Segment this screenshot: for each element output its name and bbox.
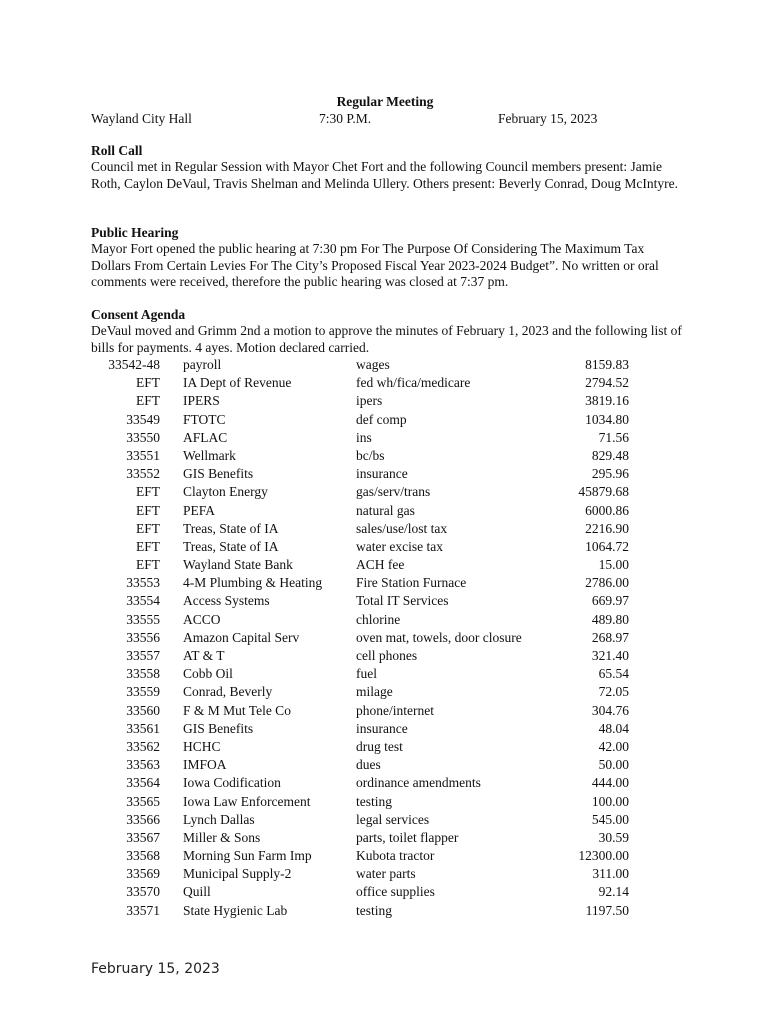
bill-description: natural gas <box>356 502 415 518</box>
table-row <box>0 357 770 375</box>
consent-agenda-text: DeVaul moved and Grimm 2nd a motion to approve the minutes of February 1, 2023 and the following list of bills for payments. 4 ayes. Motion declared carried. <box>91 323 682 355</box>
table-row <box>0 775 770 793</box>
bill-vendor: AT & T <box>183 648 225 663</box>
table-row <box>0 466 770 484</box>
table-row <box>0 757 770 775</box>
bill-vendor: State Hygienic Lab <box>183 902 288 918</box>
bill-number: 33559 <box>126 684 160 700</box>
bill-vendor: IPERS <box>183 393 220 409</box>
bill-vendor: Miller & Sons <box>183 829 261 845</box>
consent-agenda-section <box>91 307 683 356</box>
bill-amount: 50.00 <box>598 757 629 773</box>
bill-amount: 1034.80 <box>585 411 629 427</box>
bill-vendor: HCHC <box>183 738 221 754</box>
bill-description: Kubota tractor <box>356 848 435 864</box>
bill-vendor: F & M Mut Tele Co <box>183 702 291 718</box>
bill-amount: 2794.52 <box>585 375 629 391</box>
table-row <box>0 630 770 648</box>
bill-number: 33550 <box>126 429 160 445</box>
bill-description: testing <box>356 902 392 918</box>
bill-vendor: Iowa Law Enforcement <box>183 793 311 809</box>
table-row <box>0 430 770 448</box>
bill-vendor: Wayland State Bank <box>183 557 293 573</box>
table-row <box>0 593 770 611</box>
bill-amount: 48.04 <box>598 720 629 736</box>
bill-number: EFT <box>135 484 160 500</box>
bill-amount: 65.54 <box>598 666 629 682</box>
bill-amount: 2786.00 <box>585 575 629 591</box>
bill-description: def comp <box>356 411 407 427</box>
bill-vendor: Lynch Dallas <box>183 811 255 827</box>
bill-amount: 12300.00 <box>578 848 629 864</box>
bill-amount: 1064.72 <box>585 538 629 554</box>
table-row <box>0 539 770 557</box>
table-row <box>0 557 770 575</box>
bill-vendor: Wellmark <box>183 447 236 463</box>
public-hearing-text: Mayor Fort opened the public hearing at 7:30 pm For The Purpose Of Considering The Maximum Tax Dollars From Certain Levies For The City’s Proposed Fiscal Year 2023-2024 Budget”. No written or oral comments were received, therefore the public hearing was closed at 7:37 pm. <box>91 241 659 290</box>
bill-amount: 268.97 <box>591 629 629 645</box>
table-row <box>0 721 770 739</box>
public-hearing-heading: Public Hearing <box>91 225 179 240</box>
bill-description: milage <box>356 684 393 700</box>
bill-description: Fire Station Furnace <box>356 575 467 591</box>
bill-vendor: Morning Sun Farm Imp <box>183 848 312 864</box>
page-title: Regular Meeting <box>336 94 434 109</box>
bill-amount: 15.00 <box>598 557 629 573</box>
table-row <box>0 866 770 884</box>
bill-description: wages <box>356 357 390 372</box>
bill-vendor: PEFA <box>183 502 216 518</box>
table-row <box>0 503 770 521</box>
bill-description: Total IT Services <box>356 593 449 609</box>
table-row <box>0 848 770 866</box>
bill-description: legal services <box>356 811 430 827</box>
bill-number: 33553 <box>126 575 160 591</box>
bill-number: 33570 <box>126 884 160 900</box>
bill-vendor: ACCO <box>183 611 221 627</box>
bill-description: chlorine <box>356 611 401 627</box>
bill-description: fuel <box>356 666 377 682</box>
bill-vendor: FTOTC <box>183 411 226 427</box>
footer-date: February 15, 2023 <box>91 961 220 977</box>
bill-amount: 1197.50 <box>585 902 629 918</box>
consent-agenda-heading: Consent Agenda <box>91 307 186 322</box>
bill-amount: 2216.90 <box>585 520 629 536</box>
bill-amount: 321.40 <box>591 648 629 663</box>
bill-number: EFT <box>135 375 160 391</box>
bill-amount: 8159.83 <box>585 357 629 372</box>
table-row <box>0 575 770 593</box>
table-row <box>0 812 770 830</box>
public-hearing-section <box>91 225 683 291</box>
table-row <box>0 612 770 630</box>
bill-number: 33569 <box>126 866 160 882</box>
bill-amount: 489.80 <box>591 611 629 627</box>
bill-amount: 829.48 <box>591 447 629 463</box>
bill-number: 33565 <box>126 793 160 809</box>
table-row <box>0 521 770 539</box>
bill-number: 33563 <box>126 757 160 773</box>
table-row <box>0 448 770 466</box>
bill-amount: 6000.86 <box>585 502 629 518</box>
bill-number: 33551 <box>126 447 160 463</box>
bill-vendor: Municipal Supply-2 <box>183 866 292 882</box>
table-row <box>0 703 770 721</box>
bill-description: ipers <box>356 393 383 409</box>
bill-description: drug test <box>356 738 403 754</box>
bill-amount: 92.14 <box>598 884 629 900</box>
bill-description: testing <box>356 793 392 809</box>
bill-amount: 100.00 <box>591 793 629 809</box>
bill-description: sales/use/lost tax <box>356 520 448 536</box>
roll-call-section <box>91 143 683 192</box>
bill-description: phone/internet <box>356 702 434 718</box>
bill-description: cell phones <box>356 648 418 663</box>
table-row <box>0 666 770 684</box>
bill-vendor: payroll <box>183 357 222 372</box>
bill-number: 33552 <box>126 466 160 482</box>
bill-number: 33562 <box>126 738 160 754</box>
bill-number: 33555 <box>126 611 160 627</box>
bill-vendor: Access Systems <box>183 593 270 609</box>
bill-number: 33542-48 <box>108 357 160 372</box>
bill-amount: 3819.16 <box>585 393 629 409</box>
bill-description: parts, toilet flapper <box>356 829 459 845</box>
bill-vendor: Conrad, Beverly <box>183 684 273 700</box>
bill-number: 33549 <box>126 411 160 427</box>
bill-number: 33560 <box>126 702 160 718</box>
bill-description: bc/bs <box>356 447 385 463</box>
bill-vendor: Treas, State of IA <box>183 538 279 554</box>
bill-amount: 311.00 <box>592 866 629 882</box>
bill-vendor: IA Dept of Revenue <box>183 375 292 391</box>
bill-number: EFT <box>135 557 160 573</box>
bill-number: 33557 <box>126 648 160 663</box>
bill-description: water parts <box>356 866 416 882</box>
bill-amount: 669.97 <box>591 593 629 609</box>
bill-amount: 295.96 <box>591 466 629 482</box>
bill-number: 33566 <box>126 811 160 827</box>
bill-number: EFT <box>135 538 160 554</box>
bill-vendor: Quill <box>183 884 211 900</box>
roll-call-heading: Roll Call <box>91 143 143 158</box>
table-row <box>0 794 770 812</box>
bill-number: 33561 <box>126 720 160 736</box>
bill-description: water excise tax <box>356 538 443 554</box>
bill-description: ins <box>356 429 372 445</box>
meeting-location: Wayland City Hall <box>91 111 192 126</box>
bill-description: ordinance amendments <box>356 775 481 791</box>
meeting-time: 7:30 P.M. <box>319 111 372 126</box>
bill-amount: 71.56 <box>598 429 629 445</box>
bill-amount: 304.76 <box>591 702 629 718</box>
bill-number: 33564 <box>126 775 160 791</box>
bill-description: gas/serv/trans <box>356 484 431 500</box>
bill-vendor: GIS Benefits <box>183 720 254 736</box>
bill-number: 33567 <box>126 829 160 845</box>
table-row <box>0 375 770 393</box>
table-row <box>0 393 770 411</box>
table-row <box>0 830 770 848</box>
bill-vendor: Cobb Oil <box>183 666 233 682</box>
bill-amount: 42.00 <box>598 738 629 754</box>
roll-call-text: Council met in Regular Session with Mayor Chet Fort and the following Council members present: Jamie Roth, Caylon DeVaul, Travis Shelman and Melinda Ullery. Others present: Beverly Conrad, Doug McIntyre. <box>91 159 679 191</box>
table-row <box>0 903 770 921</box>
bill-description: ACH fee <box>356 557 405 573</box>
bill-vendor: 4-M Plumbing & Heating <box>183 575 323 591</box>
table-row <box>0 484 770 502</box>
table-row <box>0 884 770 902</box>
bill-number: EFT <box>135 502 160 518</box>
bill-number: 33571 <box>126 902 160 918</box>
bill-vendor: Amazon Capital Serv <box>183 629 300 645</box>
bill-number: EFT <box>135 520 160 536</box>
table-row <box>0 412 770 430</box>
table-row <box>0 739 770 757</box>
bill-description: oven mat, towels, door closure <box>356 629 522 645</box>
bill-number: 33554 <box>126 593 160 609</box>
bill-number: EFT <box>135 393 160 409</box>
bill-number: 33556 <box>126 629 160 645</box>
bill-description: dues <box>356 757 381 773</box>
bill-vendor: IMFOA <box>183 757 227 773</box>
bill-vendor: GIS Benefits <box>183 466 254 482</box>
bill-amount: 30.59 <box>598 829 629 845</box>
bill-amount: 545.00 <box>591 811 629 827</box>
bill-number: 33558 <box>126 666 160 682</box>
bill-description: insurance <box>356 466 408 482</box>
bill-vendor: Clayton Energy <box>183 484 268 500</box>
bill-number: 33568 <box>126 848 160 864</box>
table-row <box>0 648 770 666</box>
bill-amount: 444.00 <box>591 775 629 791</box>
bills-table <box>0 357 770 921</box>
bill-amount: 72.05 <box>598 684 629 700</box>
meeting-date: February 15, 2023 <box>498 111 598 126</box>
bill-description: insurance <box>356 720 408 736</box>
bill-vendor: Iowa Codification <box>183 775 281 791</box>
bill-description: office supplies <box>356 884 435 900</box>
bill-vendor: AFLAC <box>183 429 228 445</box>
bill-amount: 45879.68 <box>578 484 629 500</box>
table-row <box>0 684 770 702</box>
bill-vendor: Treas, State of IA <box>183 520 279 536</box>
meeting-info <box>91 111 691 129</box>
bill-description: fed wh/fica/medicare <box>356 375 471 391</box>
